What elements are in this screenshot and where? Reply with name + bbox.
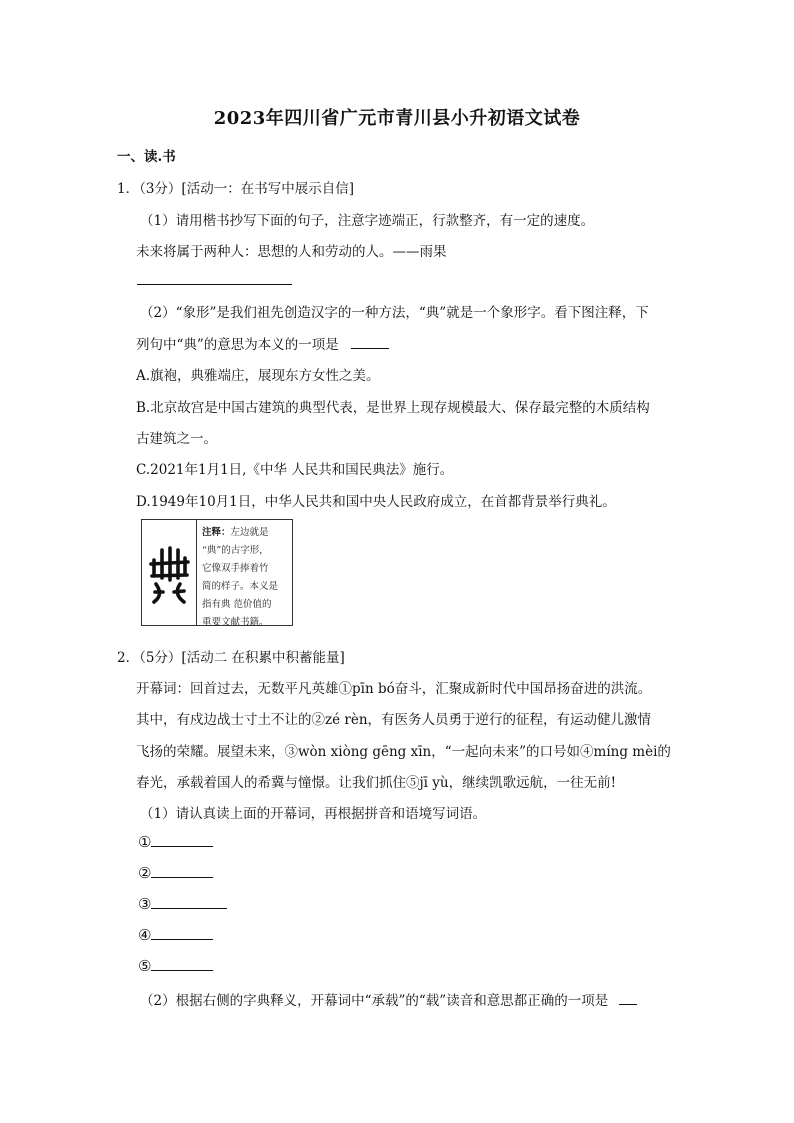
note-label: 注释： — [202, 527, 231, 538]
dian-note — [202, 524, 290, 632]
answer-row-2 — [138, 864, 213, 882]
q2-passage-line1: 开幕词：回首过去，无数平凡英雄①pīn bó奋斗，汇聚成新时代中国昂扬奋进的洪流。 — [136, 681, 652, 697]
note-line-5: 指有典 范价值的 — [202, 599, 272, 610]
answer-number-4: ④ — [138, 926, 152, 944]
q1-option-c: C.2021年1月1日,《中华 人民共和国民典法》施行。 — [136, 462, 454, 478]
answer-row-3 — [138, 895, 227, 913]
answer-blank-2[interactable] — [151, 865, 213, 878]
page-title: 2023年四川省广元市青川县小升初语文试卷 — [213, 108, 581, 129]
q1-option-a: A.旗袍，典雅端庄，展现东方女性之美。 — [136, 368, 380, 384]
q2-passage-line2: 其中，有戍边战士寸土不让的②zé rèn，有医务人员勇于逆行的征程，有运动健儿激情 — [136, 712, 652, 728]
q1-part2-line2 — [136, 333, 389, 353]
note-line-4: 简的样子。本义是 — [202, 581, 279, 592]
answer-blank-3[interactable] — [151, 896, 227, 909]
q1-part1-instruction: （1）请用楷书抄写下面的句子，注意字迹端正，行款整齐，有一定的速度。 — [140, 213, 595, 229]
answer-row-5 — [138, 957, 213, 975]
ancient-dian-glyph-icon — [146, 538, 192, 608]
note-line-6: 重要文献书籍。 — [202, 617, 269, 628]
answer-row-4 — [138, 926, 213, 944]
q2-passage-line4: 春光，承载着国人的希冀与憧憬。让我们抓住⑤jī yù，继续凯歌远航，一往无前! — [136, 775, 617, 791]
answer-number-1: ① — [138, 833, 152, 851]
q2-passage-line3: 飞扬的荣耀。展望未来，③wòn xiòng gēng xīn，“一起向未来”的口号如④míng mèi的 — [136, 744, 671, 760]
q2-part1-instruction: （1）请认真读上面的开幕词，再根据拼音和语境写词语。 — [140, 806, 487, 822]
answer-blank-1[interactable] — [151, 834, 213, 847]
section-heading-reading: 一、读.书 — [117, 149, 176, 165]
q2-part2-row — [140, 989, 637, 1009]
q1-copy-answer-line[interactable] — [137, 272, 292, 285]
q1-option-d: D.1949年10月1日，中华人民共和国中央人民政府成立，在首都背景举行典礼。 — [136, 494, 616, 510]
q1-part2-answer-blank[interactable] — [351, 336, 389, 349]
answer-number-5: ⑤ — [138, 957, 152, 975]
dian-character-figure — [141, 519, 293, 626]
note-line-1 — [202, 524, 290, 542]
q2-part2-instruction: （2）根据右侧的字典释义，开幕词中“承载”的“载”读音和意思都正确的一项是 — [140, 993, 609, 1009]
q1-part2-text: 列句中“典”的意思为本义的一项是 — [136, 337, 339, 353]
answer-blank-4[interactable] — [151, 927, 213, 940]
note-line-3: 它像双手捧着竹 — [202, 563, 269, 574]
answer-row-1 — [138, 833, 213, 851]
q2-header: 2．（5分）[活动二 在积累中积蓄能量] — [117, 650, 345, 666]
answer-number-2: ② — [138, 864, 152, 882]
q1-option-b-line1: B.北京故宫是中国古建筑的典型代表，是世界上现存规模最大、保存最完整的木质结构 — [136, 400, 650, 416]
q1-part2-line1: （2）“象形”是我们祖先创造汉字的一种方法，“典”就是一个象形字。看下图注释，下 — [140, 305, 649, 321]
q1-quote: 未来将属于两种人：思想的人和劳动的人。——雨果 — [136, 244, 447, 260]
note-text-1: 左边就是 — [230, 527, 269, 538]
answer-blank-5[interactable] — [151, 958, 213, 971]
q1-header: 1．（3分）[活动一：在书写中展示自信] — [117, 181, 354, 197]
note-line-2: “典”的古字形， — [202, 545, 269, 556]
answer-number-3: ③ — [138, 895, 152, 913]
q1-option-b-line2: 古建筑之一。 — [136, 431, 217, 447]
q2-part2-answer-blank[interactable] — [619, 992, 637, 1005]
ancient-dian-glyph-panel — [142, 520, 197, 625]
